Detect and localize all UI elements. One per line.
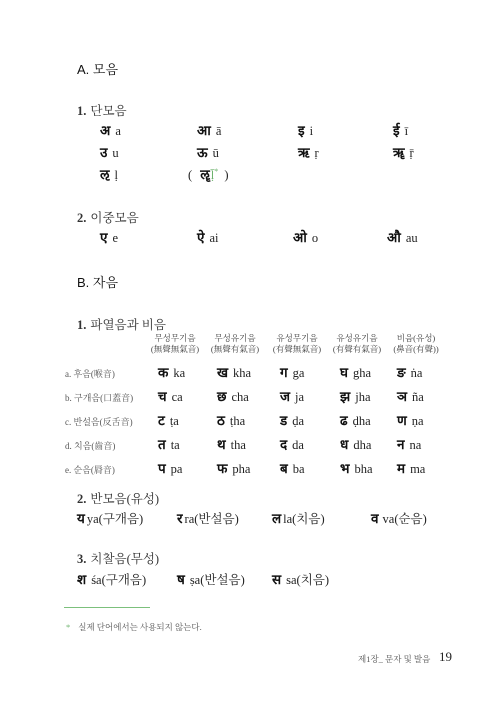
devanagari-glyph: ख: [217, 365, 229, 381]
footnote-divider: [64, 607, 150, 608]
roman-transliteration: ā: [215, 124, 222, 138]
consonant-cell: [217, 435, 246, 453]
devanagari-glyph: ऐ: [197, 230, 205, 246]
consonant-cell: [280, 459, 305, 477]
devanagari-glyph: ए: [100, 230, 108, 246]
roman-transliteration: tha: [230, 438, 246, 452]
sibilant-cell: [77, 570, 146, 588]
consonant-cell: [158, 459, 182, 477]
vowel-ll-unused: [188, 165, 229, 183]
devanagari-glyph: आ: [197, 123, 211, 139]
row-label: a. 후음(喉音): [65, 369, 115, 379]
devanagari-glyph: ठ: [217, 413, 225, 429]
devanagari-glyph: प: [158, 461, 166, 477]
roman-transliteration: pha: [232, 462, 251, 476]
consonant-cell: [217, 411, 245, 429]
roman-transliteration: ta: [170, 438, 180, 452]
devanagari-glyph: ग: [280, 365, 288, 381]
vowel-aa: [197, 121, 221, 139]
subsection-number: 2.: [77, 492, 87, 506]
subsection-title: 파열음과 비음: [90, 318, 166, 332]
roman-transliteration: ḍa: [292, 414, 305, 428]
roman-transliteration: cha: [231, 390, 249, 404]
footnote-marker: *: [214, 166, 219, 176]
devanagari-glyph: र: [177, 511, 183, 527]
devanagari-glyph: च: [158, 389, 167, 405]
roman-transliteration: jha: [355, 390, 371, 404]
subsection-sibilants: [77, 549, 159, 567]
subsection-number: 2.: [77, 211, 87, 225]
devanagari-glyph: अ: [100, 123, 111, 139]
roman-transliteration: ca: [171, 390, 183, 404]
devanagari-glyph: ऋ: [298, 145, 310, 161]
subsection-number: 1.: [77, 318, 87, 332]
consonant-cell: [158, 363, 185, 381]
roman-transliteration: ḷ: [114, 168, 118, 182]
devanagari-glyph: छ: [217, 389, 227, 405]
column-header-hanja: (有聲有氣音): [332, 344, 382, 354]
roman-transliteration: ḍha: [352, 414, 371, 428]
devanagari-glyph: ध: [340, 437, 349, 453]
sibilant-cell: [177, 570, 245, 588]
footnote: [66, 621, 202, 633]
diphthong-o: [293, 228, 318, 246]
roman-transliteration: ka: [173, 366, 186, 380]
devanagari-glyph: घ: [340, 365, 348, 381]
roman-transliteration: na: [409, 438, 422, 452]
roman-transliteration: ṇa: [411, 414, 424, 428]
diphthong-e: [100, 228, 118, 246]
roman-transliteration: ṭha: [229, 414, 246, 428]
devanagari-glyph: ष: [177, 572, 185, 588]
roman-transliteration: sa(치음): [286, 573, 330, 587]
subsection-stops-nasals: [77, 315, 166, 333]
row-label: c. 반설음(反舌音): [65, 417, 133, 427]
roman-transliteration: ṭa: [169, 414, 179, 428]
roman-transliteration: ṝ: [409, 146, 414, 160]
consonant-cell: [280, 435, 304, 453]
consonant-cell: [340, 363, 371, 381]
devanagari-glyph: ब: [280, 461, 288, 477]
row-label: e. 순음(脣音): [65, 465, 115, 475]
subsection-semivowels: [77, 489, 159, 507]
roman-transliteration: gha: [352, 366, 372, 380]
row-label: d. 치음(齒音): [65, 441, 116, 451]
consonant-cell: [217, 363, 251, 381]
roman-transliteration: e: [112, 231, 119, 245]
vowel-u: [100, 143, 119, 161]
devanagari-glyph: ऌ: [100, 167, 110, 183]
devanagari-glyph: फ: [217, 461, 228, 477]
vowel-r: [298, 143, 319, 161]
subsection-title: 반모음(유성): [90, 492, 160, 506]
semivowel-cell: [272, 509, 325, 527]
vowel-l: [100, 165, 118, 183]
devanagari-glyph: ऊ: [197, 145, 208, 161]
consonant-cell: [340, 459, 373, 477]
roman-transliteration: ña: [412, 390, 424, 404]
semivowel-cell: [77, 509, 143, 527]
consonant-cell: [280, 387, 304, 405]
devanagari-glyph: य: [77, 511, 85, 527]
roman-transliteration: i: [309, 124, 314, 138]
roman-transliteration: ya(구개음): [86, 512, 144, 526]
vowel-rr: [393, 143, 414, 161]
roman-transliteration: kha: [233, 366, 252, 380]
devanagari-glyph: भ: [340, 461, 350, 477]
devanagari-glyph: ट: [158, 413, 165, 429]
devanagari-glyph: थ: [217, 437, 226, 453]
devanagari-glyph: ञ: [397, 389, 408, 405]
section-title-consonants: B. 자음: [77, 275, 119, 290]
roman-transliteration: ṣa(반설음): [189, 573, 245, 587]
roman-transliteration: ja: [295, 390, 305, 404]
consonant-cell: [217, 459, 250, 477]
consonant-cell: [280, 363, 304, 381]
running-footer: 제1장_ 문자 및 발음: [358, 654, 431, 664]
devanagari-glyph: ई: [393, 123, 400, 139]
column-header-hanja: (鼻音(有聲)): [393, 344, 439, 354]
diphthong-ai: [197, 228, 219, 246]
vowel-uu: [197, 143, 219, 161]
devanagari-glyph: ङ: [397, 365, 406, 381]
roman-transliteration: ai: [209, 231, 219, 245]
roman-transliteration: a: [115, 124, 121, 138]
sibilant-cell: [272, 570, 329, 588]
roman-transliteration: o: [311, 231, 319, 245]
diphthong-au: [387, 228, 418, 246]
roman-transliteration: ṛ: [314, 146, 319, 160]
devanagari-glyph: ज: [280, 389, 291, 405]
column-header-korean: 유성유기음: [336, 333, 378, 343]
roman-transliteration: u: [112, 146, 119, 160]
consonant-cell: [340, 411, 371, 429]
devanagari-glyph: ओ: [293, 230, 307, 246]
vowel-ii: [393, 121, 408, 139]
consonant-cell: [158, 387, 183, 405]
devanagari-glyph: श: [77, 572, 87, 588]
devanagari-glyph: इ: [298, 123, 305, 139]
devanagari-glyph: ढ: [340, 413, 348, 429]
devanagari-glyph: औ: [387, 230, 401, 246]
roman-transliteration: ma: [410, 462, 426, 476]
consonant-cell: [397, 387, 424, 405]
column-header-korean: 무성유기음: [214, 333, 256, 343]
subsection-diphthongs: [77, 208, 139, 226]
roman-transliteration: da: [292, 438, 304, 452]
column-header-korean: 유성무기음: [276, 333, 318, 343]
section-title-vowels: A. 모음: [77, 62, 119, 77]
semivowel-cell: [177, 509, 239, 527]
subsection-monophthongs: [77, 101, 127, 119]
subsection-number: 3.: [77, 552, 87, 566]
roman-transliteration: la(치음): [283, 512, 325, 526]
devanagari-glyph: त: [158, 437, 166, 453]
semivowel-cell: [371, 509, 427, 527]
roman-transliteration: ḹ: [210, 168, 215, 182]
roman-transliteration: pa: [170, 462, 183, 476]
close-paren: ): [224, 168, 229, 182]
column-header-korean: 무성무기음: [154, 333, 196, 343]
subsection-number: 1.: [77, 104, 87, 118]
devanagari-glyph: ॡ: [200, 167, 210, 183]
devanagari-glyph: ॠ: [393, 145, 405, 161]
column-header: [200, 333, 270, 355]
roman-transliteration: bha: [354, 462, 373, 476]
roman-transliteration: ga: [292, 366, 305, 380]
footnote-marker: *: [66, 622, 71, 632]
column-header-hanja: (無聲無氣音): [150, 344, 200, 354]
roman-transliteration: ṅa: [410, 366, 423, 380]
devanagari-glyph: ड: [280, 413, 288, 429]
column-header-korean: 비음(유성): [396, 333, 436, 343]
devanagari-glyph: द: [280, 437, 288, 453]
consonant-cell: [280, 411, 304, 429]
devanagari-glyph: ल: [272, 511, 282, 527]
page-number: 19: [439, 649, 452, 664]
roman-transliteration: ra(반설음): [184, 512, 239, 526]
roman-transliteration: ī: [404, 124, 409, 138]
vowel-a: [100, 121, 121, 139]
subsection-title: 치찰음(무성): [90, 552, 160, 566]
consonant-cell: [340, 387, 371, 405]
consonant-cell: [158, 435, 180, 453]
column-header: [381, 333, 451, 355]
consonant-cell: [397, 459, 425, 477]
row-label: b. 구개음(口蓋音): [65, 393, 134, 403]
open-paren: (: [188, 168, 193, 182]
column-header-hanja: (有聲無氣音): [272, 344, 322, 354]
consonant-cell: [217, 387, 249, 405]
roman-transliteration: ba: [292, 462, 305, 476]
footnote-text: 실제 단어에서는 사용되지 않는다.: [78, 622, 202, 632]
subsection-title: 이중모음: [90, 211, 139, 225]
roman-transliteration: au: [405, 231, 418, 245]
consonant-cell: [158, 411, 179, 429]
roman-transliteration: dha: [353, 438, 372, 452]
devanagari-glyph: न: [397, 437, 405, 453]
consonant-cell: [397, 435, 421, 453]
devanagari-glyph: म: [397, 461, 406, 477]
devanagari-glyph: स: [272, 572, 282, 588]
devanagari-glyph: व: [371, 511, 379, 527]
roman-transliteration: śa(구개음): [91, 573, 147, 587]
devanagari-glyph: ण: [397, 413, 407, 429]
roman-transliteration: ū: [212, 146, 219, 160]
consonant-cell: [397, 411, 424, 429]
devanagari-glyph: झ: [340, 389, 351, 405]
devanagari-glyph: क: [158, 365, 169, 381]
devanagari-glyph: उ: [100, 145, 108, 161]
column-header-hanja: (無聲有氣音): [210, 344, 260, 354]
consonant-cell: [397, 363, 422, 381]
consonant-cell: [340, 435, 371, 453]
subsection-title: 단모음: [90, 104, 127, 118]
roman-transliteration: va(순음): [382, 512, 427, 526]
vowel-i: [298, 121, 313, 139]
